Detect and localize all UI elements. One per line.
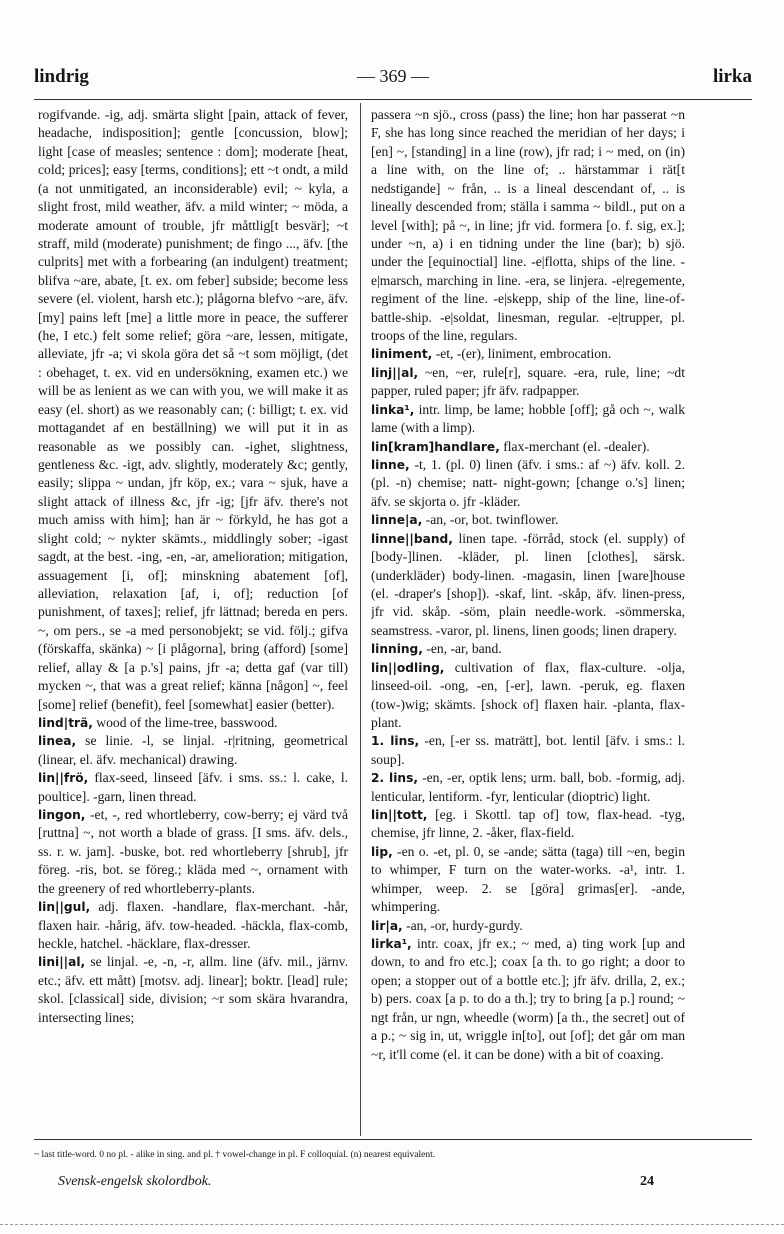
dictionary-entry xyxy=(371,732,685,769)
entry-headword: lin||frö, xyxy=(38,771,89,786)
entry-headword: lind|trä, xyxy=(38,715,93,730)
entry-text: wood of the lime-tree, basswood. xyxy=(92,714,278,730)
page-number: — 369 — xyxy=(357,66,429,86)
right-column xyxy=(371,106,685,1136)
dictionary-entry xyxy=(371,438,685,456)
entry-text: -an, -or, bot. twinflower. xyxy=(422,512,559,528)
entry-headword: linne, xyxy=(371,458,410,473)
dictionary-entry xyxy=(371,511,685,529)
entry-text: adj. flaxen. -handlare, flax-merchant. -hår, flaxen hair. -hårig, äfv. tow-headed. -häckla, flax-comb, heckle, hatchel. -häcklare, flax-dresser. xyxy=(38,899,348,951)
dictionary-entry xyxy=(371,364,685,401)
sheet-number: 24 xyxy=(640,1174,654,1189)
entry-text: intr. limp, be lame; hobble [off]; gå och ~, walk lame (with a limp). xyxy=(371,401,685,436)
entry-text: -en, [-er ss. maträtt], bot. lentil [äfv. i sms.: l. soup]. xyxy=(371,733,685,767)
running-header xyxy=(34,66,752,96)
column-divider xyxy=(360,103,361,1136)
entry-headword: linne||band, xyxy=(371,531,453,546)
entry-text: intr. coax, jfr ex.; ~ med, a) ting work [up and down, to and fro etc.]; coax [a th. to go right; a door to open; a stopper out of a bottle etc.]; jfr äfv. drilla, 2, ex.; b) pers. coax [a p. to do a th.]; try to bring [a p.] round; ~ ngt från, ur ngn, wheedle (worm) [a th., the secret] out of a p.; ~ sig in, ut, wriggle in[to], out [of]; det går om man ~r, it'll come (el. it can be done) with a bit of coaxing. xyxy=(371,935,685,1062)
dictionary-entry xyxy=(38,898,348,953)
page-edge xyxy=(0,1224,784,1225)
book-signature: Svensk-engelsk skolordbok. xyxy=(58,1174,212,1189)
entry-headword: lin[kram]handlare, xyxy=(371,439,500,454)
entry-headword: lirka¹, xyxy=(371,936,412,951)
dictionary-entry xyxy=(371,843,685,917)
entry-headword: liniment, xyxy=(371,347,433,362)
dictionary-entry xyxy=(371,345,685,363)
entry-text: ~en, ~er, rule[r], square. -era, rule, line; ~dt papper, ruled paper; jfr äfv. radpapper. xyxy=(371,364,685,399)
footer-rule xyxy=(34,1139,752,1140)
entry-headword: linning, xyxy=(371,642,423,657)
entry-text: passera ~n sjö., cross (pass) the line; hon har passerat ~n F, she has long since reached the meridian of her days; i [en] ~, [standing] in a line (row), jfr rad; i ~ med, on (in) a line with, on the line of; .. härstammar i rät[t nedstigande] ~ från, .. is a lineal descendant of, .. is lineally descended from; ställa i samma ~ bildl., put on a level [with]; på ~, in line; jfr vid. formera [o. f. sig, ex.]; under ~n, a) i en tidning under the line (bar); b) sjö. under the [equinoctial] line. -e|flotta, ships of the line. -e|marsch, marching in line. -era, se linjera. -e|regemente, regiment of the line. -e|skepp, ship of the line, line-of-battle-ship. -e|soldat, linesman, regular. -e|trupper, pl. troops of the line, regulars. xyxy=(371,107,685,344)
entry-text: flax-merchant (el. -dealer). xyxy=(499,438,650,454)
left-column xyxy=(38,106,348,1136)
entry-headword: linj||al, xyxy=(371,365,419,380)
header-left-word: lindrig xyxy=(34,66,89,87)
entry-text: [eg. i Skottl. tap of] tow, flax-head. -tyg, chemise, jfr linne, 2. -åker, flax-field. xyxy=(371,807,685,841)
dictionary-entry xyxy=(371,806,685,843)
abbreviation-legend: ~ last title-word. 0 no pl. - alike in sing. and pl. † vowel-change in pl. F colloquial. (n) nearest equivalent. xyxy=(34,1150,436,1160)
dictionary-entry xyxy=(371,401,685,438)
dictionary-entry xyxy=(371,917,685,935)
dictionary-entry xyxy=(38,732,348,769)
dictionary-entry xyxy=(38,769,348,806)
entry-headword: linea, xyxy=(38,734,77,749)
dictionary-entry xyxy=(371,769,685,806)
entry-text: linen tape. -förråd, stock (el. supply) of [body-]linen. -kläder, pl. linen [clothes], särsk. (underkläder) body-linen. -magasin, linen [ware]house (el. -draper's [shop]). -skaf, lint. -skåp, äfv. linen-press, jfr vid. skåp. -söm, plain needle-work. -sömmerska, seamstress. -varor, pl. linens, linen goods; linen drapery. xyxy=(371,530,685,638)
entry-headword: lir|a, xyxy=(371,918,403,933)
entry-headword: linka¹, xyxy=(371,402,415,417)
dictionary-entry xyxy=(371,640,685,658)
dictionary-entry xyxy=(38,106,348,714)
entry-text: cultivation of flax, flax-culture. -olja, linseed-oil. -ong, -en, [-er], lawn. -peruk, eg. flaxen (tow-)wig; skämts. [shock of] flaxen hair. -planta, flax-plant. xyxy=(371,659,685,730)
entry-text: -an, -or, hurdy-gurdy. xyxy=(402,917,523,933)
entry-text: flax-seed, linseed [äfv. i sms. ss.: l. cake, l. poultice]. -garn, linen thread. xyxy=(38,770,348,804)
entry-text: -en, -ar, band. xyxy=(422,641,502,657)
entry-text: se linie. -l, se linjal. -r|ritning, geometrical (linear, el. äfv. mechanical) drawing. xyxy=(38,733,348,767)
entry-text: -en, -er, optik lens; urm. ball, bob. -formig, adj. lenticular, lentiform. -fyr, lenticular (dioptric) light. xyxy=(371,770,685,804)
dictionary-entry xyxy=(38,806,348,898)
dictionary-entry xyxy=(371,106,685,345)
entry-text: se linjal. -e, -n, -r, allm. line (äfv. mil., järnv. etc.; äfv. ett mått) [motsv. adj. linear]; boktr. [lead] rule; skol. [classical] side, division; ~r som skära hvarandra, intersecting lines; xyxy=(38,954,348,1025)
entry-headword: lin||gul, xyxy=(38,900,91,915)
entry-headword: lin||odling, xyxy=(371,660,445,675)
dictionary-entry xyxy=(371,456,685,511)
dictionary-entry xyxy=(371,530,685,641)
header-right-word: lirka xyxy=(712,66,752,87)
entry-headword: lingon, xyxy=(38,808,86,823)
dictionary-entry xyxy=(371,659,685,733)
dictionary-entry xyxy=(38,953,348,1027)
entry-text: -t, 1. (pl. 0) linen (äfv. i sms.: af ~) äfv. koll. 2. (pl. -n) chemise; natt- night-gown; [change o.'s] linen; äfv. se skjorta o. jfr -kläder. xyxy=(371,457,685,509)
header-rule xyxy=(34,99,752,100)
entry-headword: 1. lins, xyxy=(371,734,420,749)
entry-headword: lin||tott, xyxy=(371,808,428,823)
entry-headword: linne|a, xyxy=(371,513,423,528)
entry-text: -en o. -et, pl. 0, se -ande; sätta (taga) till ~en, begin to whimper, F turn on the water-works. -a¹, intr. 1. whimper, weep. 2. se [göra] grimas[er]. -ande, whimpering. xyxy=(371,843,685,915)
entry-headword: 2. lins, xyxy=(371,771,418,786)
entry-text: -et, -(er), liniment, embrocation. xyxy=(432,346,612,362)
entry-headword: lip, xyxy=(371,844,393,859)
dictionary-entry xyxy=(371,935,685,1064)
entry-text: -et, -, red whortleberry, cow-berry; ej värd två [ruttna] ~, not worth a blade of grass. [I sms. äfv. dels., ss. r. w. jam]. -buske, bot. red whortleberry [shrub], jfr föreg. -ris, bot. se föreg.; kläda med ~, ornament with the greenery of red whortleberry-plants. xyxy=(38,807,348,896)
entry-headword: lini||al, xyxy=(38,955,86,970)
entry-text: rogifvande. -ig, adj. smärta slight [pain, attack of fever, headache, indisposition]; gentle [concussion, blow]; light [case of measles; sentence : dom]; moderate [heat, cold; prices]; easy [terms, conditions]; ett ~t ondt, a mild (a not unmitigated, an inconsiderable) evil; ~ kyla, a slight frost, mild weather, äfv. a mild winter; ~ möda, a moderate amount of trouble, jfr måttlig[t besvär]; ~t straff, mild (moderate) punishment; de fingo ..., äfv. [the culprits] met with a forbearing (an indulgent) treatment; blifva ~are, abate, [t. ex. om feber] subside; become less severe (el. violent, harsh etc.); plågorna blefvo ~are, äfv. [my] pains left [me] a little more in peace, the sufferer (he, I etc.) felt some relief; göra ~are, lessen, mitigate, alleviate, jfr -a; vi skola göra det så ~t som möjligt, (det : obehaget, t. ex. vid en undersökning, examen etc.) we will be as lenient as we can with you, we will make it as easy (el. short) as we reasonably can; (: billigt; t. ex. vid mottagandet af en beställning) we will put it in as reasonable as we possibly can. -ighet, slightness, gentleness &c. -igt, adv. slightly, moderately &c; gently, easily; slippa ~ undan, jfr köp, ex.; vara ~ sjuk, have a slight attack of illness &c, jfr -ig; [jfr äfv. there's not much amiss with him]; han är ~ förkyld, he has got a slight cold; ~ nykter skämts., middlingly sober; -igast sagdt, at the best. -ing, -en, -ar, amelioration; mitigation, assuagement [i, of]; minskning abatement [of], alleviation, relaxation [af, i, of]; reduction [of punishment, of taxes]; relief, jfr lättnad; bereda en pers. ~, om pers., se -a med personobjekt; se vid. följ.; gifva (förskaffa, skänka) ~ [i plågorna], bring (afford) [some] relief, allay & [a p.'s] pains, jfr -a; detta gaf (var till) mycken ~, that was a great relief; känna [någon] ~, feel [some] relief (benefit), feel [somewhat] easier (better). xyxy=(38,107,348,712)
dictionary-entry xyxy=(38,714,348,732)
